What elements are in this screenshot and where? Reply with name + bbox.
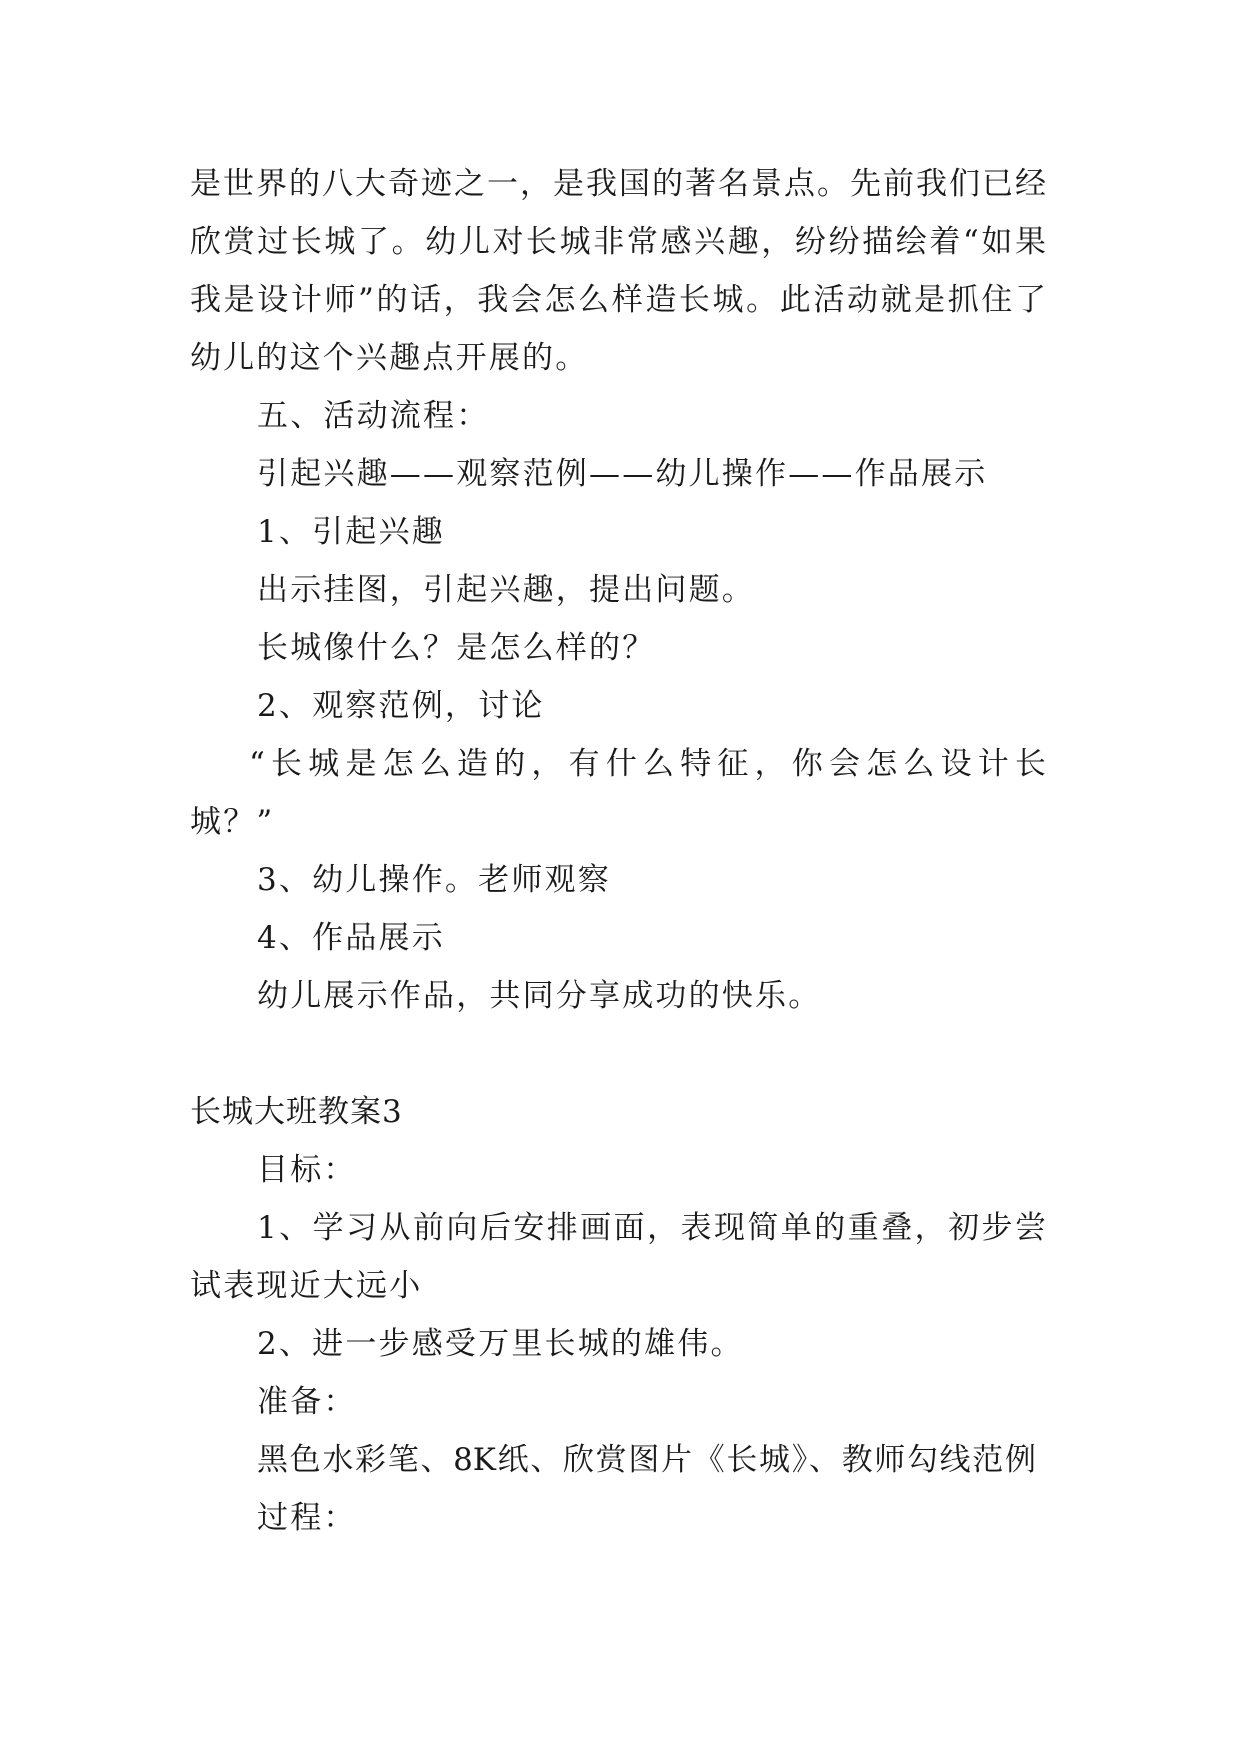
step-heading: 3、幼儿操作。老师观察 [257,862,611,898]
step-heading: 4、作品展示 [257,920,445,956]
lesson-title: 长城大班教案3 [190,1094,403,1130]
section-heading: 过程： [257,1500,357,1536]
goal-line: 试表现近大远小 [190,1268,423,1304]
goal-line: 1、学习从前向后安排画面，表现简单的重叠，初步尝 [257,1210,1046,1246]
quote-line: 城？” [190,804,275,840]
goal-line: 2、进一步感受万里长城的雄伟。 [257,1326,744,1362]
step-heading: 1、引起兴趣 [257,514,445,550]
flow-summary: 引起兴趣——观察范例——幼儿操作——作品展示 [257,456,988,492]
step-text: 出示挂图，引起兴趣，提出问题。 [257,572,755,608]
materials-line: 黑色水彩笔、8K纸、欣赏图片《长城》、教师勾线范例 [257,1442,1036,1478]
paragraph-line: 我是设计师”的话，我会怎么样造长城。此活动就是抓住了 [190,282,1046,318]
step-text: 幼儿展示作品，共同分享成功的快乐。 [257,978,822,1014]
section-heading: 准备： [257,1384,357,1420]
quote-line: “长城是怎么造的，有什么特征，你会怎么设计长 [249,746,1046,782]
paragraph-line: 是世界的八大奇迹之一，是我国的著名景点。先前我们已经 [190,166,1046,202]
paragraph-line: 幼儿的这个兴趣点开展的。 [190,340,589,376]
section-heading: 五、活动流程： [257,398,490,434]
step-text: 长城像什么？是怎么样的？ [257,630,656,666]
paragraph-line: 欣赏过长城了。幼儿对长城非常感兴趣，纷纷描绘着“如果 [190,224,1046,260]
step-heading: 2、观察范例，讨论 [257,688,545,724]
section-heading: 目标： [257,1152,357,1188]
